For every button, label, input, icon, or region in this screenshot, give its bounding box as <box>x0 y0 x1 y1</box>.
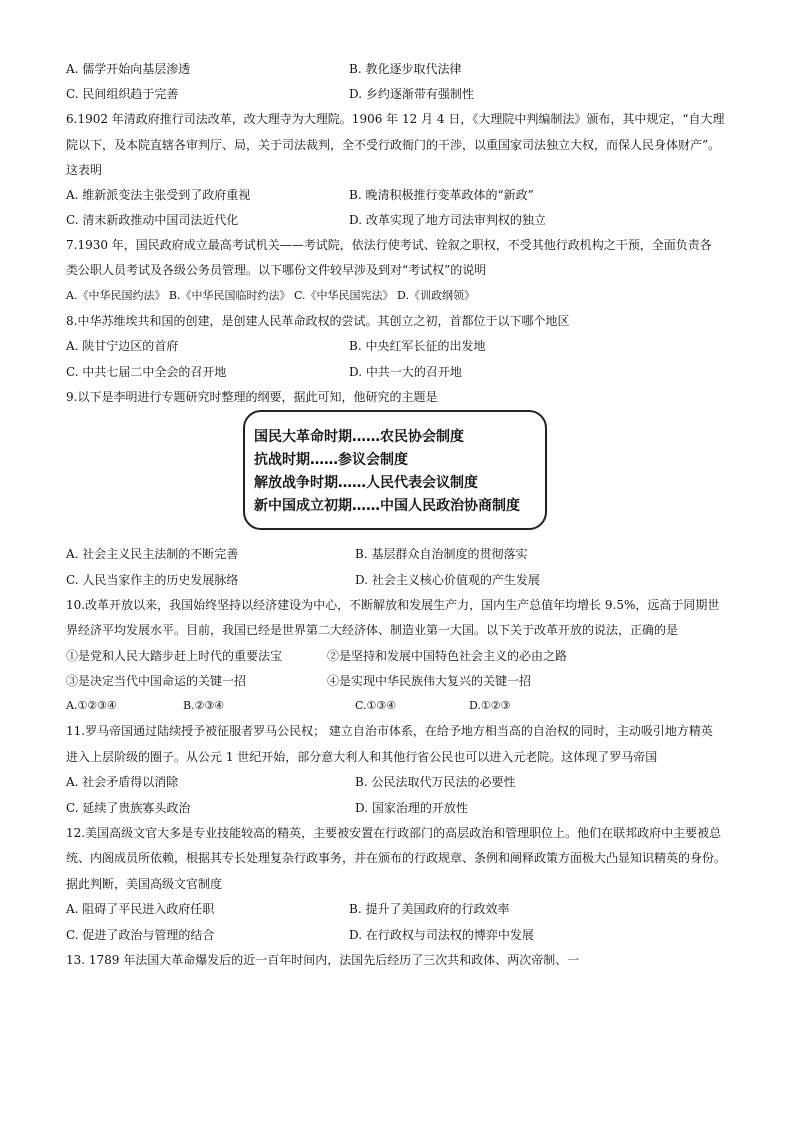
q8-option-d: D. 中共一大的召开地 <box>349 365 462 379</box>
q12-stem-line2: 统、内阁成员所依赖，根据其专长处理复杂行政事务，并在颁布的行政规章、条例和阐释政策方面极大凸显知识精英的身份。 <box>66 851 727 865</box>
q8-option-b: B. 中央红军长征的出发地 <box>349 339 486 353</box>
q11-option-b: B. 公民法取代万民法的必要性 <box>355 775 516 789</box>
q10-statement-3: ③是决定当代中国命运的关键一招 <box>66 674 247 688</box>
q12-option-d: D. 在行政权与司法权的博弈中发展 <box>349 928 534 942</box>
q9-outline-line: 国民大革命时期……农民协会制度 <box>254 429 464 445</box>
q13-stem-line1: 13. 1789 年法国大革命爆发后的近一百年时间内，法国先后经历了三次共和政体、两次帝制、一 <box>66 953 580 967</box>
q12-stem-line3: 据此判断，美国高级文官制度 <box>66 877 223 891</box>
q6-option-d: D. 改革实现了地方司法审判权的独立 <box>349 213 546 227</box>
q5-option-d: D. 乡约逐渐带有强制性 <box>349 87 474 101</box>
q10-option-a: A.①②③④ <box>66 699 117 712</box>
q6-option-b: B. 晚清积极推行变革政体的“新政” <box>349 188 534 202</box>
q9-option-c: C. 人民当家作主的历史发展脉络 <box>66 573 239 587</box>
q10-stem-line1: 10.改革开放以来，我国始终坚持以经济建设为中心，不断解放和发展生产力，国内生产总值年均增长 9.5%，远高于同期世 <box>66 598 720 612</box>
q10-statement-4: ④是实现中华民族伟大复兴的关键一招 <box>327 674 532 688</box>
q11-stem-line1: 11.罗马帝国通过陆续授予被征服者罗马公民权； 建立自治市体系，在给予地方相当高的自治权的同时，主动吸引地方精英 <box>66 724 713 738</box>
q6-option-c: C. 清末新政推动中国司法近代化 <box>66 213 239 227</box>
q9-option-a: A. 社会主义民主法制的不断完善 <box>66 547 239 561</box>
q8-option-c: C. 中共七届二中全会的召开地 <box>66 365 227 379</box>
q10-option-d: D.①②③ <box>469 699 511 712</box>
q9-outline-line: 新中国成立初期……中国人民政治协商制度 <box>254 498 520 514</box>
q10-statement-2: ②是坚持和发展中国特色社会主义的必由之路 <box>327 649 568 663</box>
q8-option-a: A. 陕甘宁边区的首府 <box>66 339 179 353</box>
q9-option-b: B. 基层群众自治制度的贯彻落实 <box>355 547 528 561</box>
q8-stem: 8.中华苏维埃共和国的创建，是创建人民革命政权的尝试。其创立之初，首都位于以下哪个地区 <box>66 314 570 328</box>
q11-option-c: C. 延续了贵族寡头政治 <box>66 801 191 815</box>
q12-stem-line1: 12.美国高级文官大多是专业技能较高的精英，主要被安置在行政部门的高层政治和管理职位上。他们在联邦政府中主要被总 <box>66 826 722 840</box>
q6-stem-line2: 院以下，及本院直辖各审判厅、局，关于司法裁判，全不受行政衙门的干涉，以重国家司法独立大权，而保人民身体财产”。 <box>66 138 721 152</box>
q10-statement-1: ①是党和人民大踏步赶上时代的重要法宝 <box>66 649 283 663</box>
q11-option-d: D. 国家治理的开放性 <box>355 801 468 815</box>
q6-stem-line1: 6.1902 年清政府推行司法改革，改大理寺为大理院。1906 年 12 月 4 日，《大理院中判编制法》颁布，其中规定，“自大理 <box>66 112 725 126</box>
q9-outline-line: 解放战争时期……人民代表会议制度 <box>254 475 478 491</box>
q9-outline-box <box>243 410 547 530</box>
q7-stem-line2: 类公职人员考试及各级公务员管理。以下哪份文件较早涉及到对“考试权”的说明 <box>66 263 487 277</box>
q9-outline-line: 抗战时期……参议会制度 <box>254 452 408 468</box>
q10-stem-line2: 界经济平均发展水平。目前，我国已经是世界第二大经济体、制造业第一大国。以下关于改革开放的说法，正确的是 <box>66 623 679 637</box>
q5-option-b: B. 教化逐步取代法律 <box>349 62 462 76</box>
q9-stem: 9.以下是李明进行专题研究时整理的纲要，据此可知，他研究的主题是 <box>66 390 438 404</box>
q11-option-a: A. 社会矛盾得以消除 <box>66 775 179 789</box>
q5-option-c: C. 民间组织趋于完善 <box>66 87 179 101</box>
q6-stem-line3: 这表明 <box>66 163 103 177</box>
q12-option-c: C. 促进了政治与管理的结合 <box>66 928 215 942</box>
q11-stem-line2: 进入上层阶级的圈子。从公元 1 世纪开始，部分意大利人和其他行省公民也可以进入元老院。这体现了罗马帝国 <box>66 750 658 764</box>
q9-option-d: D. 社会主义核心价值观的产生发展 <box>355 573 540 587</box>
q10-option-b: B.②③④ <box>183 699 225 712</box>
q12-option-b: B. 提升了美国政府的行政效率 <box>349 902 510 916</box>
q7-stem-line1: 7.1930 年，国民政府成立最高考试机关——考试院，依法行使考试、铨叙之职权，不受其他行政机构之干预，全面负责各 <box>66 238 712 252</box>
q6-option-a: A. 维新派变法主张受到了政府重视 <box>66 188 251 202</box>
q10-option-c: C.①③④ <box>355 699 397 712</box>
q7-options: A.《中华民国约法》 B.《中华民国临时约法》 C.《中华民国宪法》 D.《训政纲领》 <box>66 289 475 302</box>
q12-option-a: A. 阻碍了平民进入政府任职 <box>66 902 215 916</box>
q5-option-a: A. 儒学开始向基层渗透 <box>66 62 191 76</box>
